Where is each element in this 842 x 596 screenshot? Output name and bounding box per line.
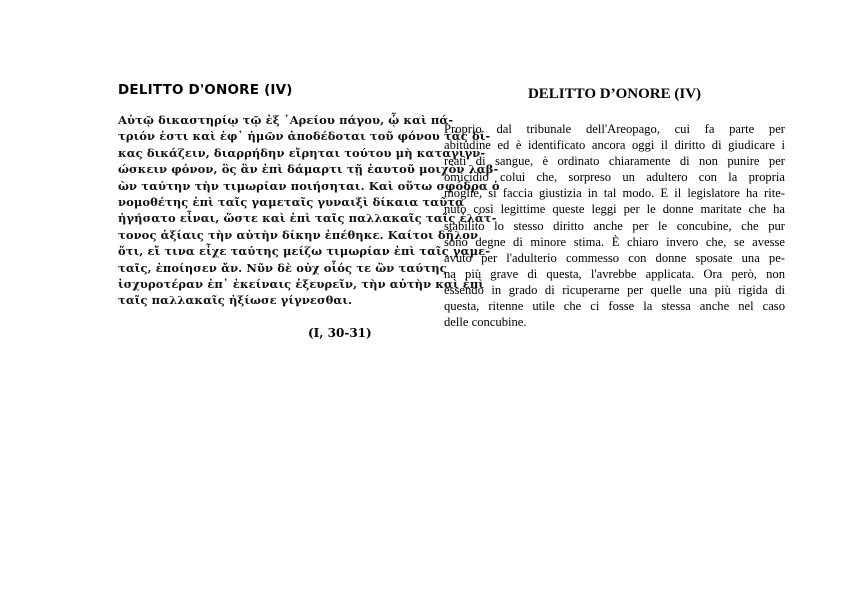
translation-text-line: avuto per l'adulterio commesso con donne sposate una pe-: [444, 250, 785, 265]
greek-text-line: ὅτι, εἴ τινα εἶχε ταύτης μείζω τιμωρίαν ἐπὶ ταῖς γαμε-: [118, 244, 491, 259]
greek-text-line: ταῖς, ἐποίησεν ἄν. Νῦν δὲ οὐχ οἷός τε ὢν ταύτης: [118, 260, 447, 275]
translation-text-line: abitudine ed è identificato ancora oggi il diritto di giudicare i: [444, 138, 785, 153]
translation-text-line: nuto così legittime queste leggi per le donne maritate che ha: [444, 202, 785, 217]
greek-text-line: ταῖς παλλακαῖς ἠξίωσε γίγνεσθαι.: [118, 293, 353, 308]
translation-text-line: essendo in grado di ricuperarne per quelle una più rigida di: [444, 282, 785, 297]
translation-text-line: sono degne di minore stima. È chiaro invero che, se avesse: [444, 234, 785, 249]
greek-text-line: ἰσχυροτέραν ἐπ᾿ ἐκείναις ἐξευρεῖν, τὴν αὐτὴν καὶ ἐπὶ: [118, 277, 485, 292]
translation-title: DELITTO D’ONORE (IV): [527, 86, 702, 102]
greek-title: DELITTO D'ONORE (IV): [118, 82, 293, 98]
greek-text-block: [118, 112, 500, 309]
greek-text-line: κας δικάζειν, διαρρήδην εἴρηται τούτου μὴ καταγιγν-: [118, 145, 486, 160]
greek-text-line: ἡγήσατο εἶναι, ὥστε καὶ ἐπὶ ταῖς παλλακαῖς ταῖς ἐλάτ-: [118, 211, 497, 226]
source-reference: (I, 30-31): [308, 326, 372, 340]
italian-translation-column: [444, 86, 785, 330]
translation-text-line: na più grave di questa, l'avrebbe applicata. Ora però, non: [444, 266, 785, 281]
greek-text-line: τριόν ἐστι καὶ ἐφ᾿ ἡμῶν ἀποδέδοται τοῦ φόνου τὰς δί-: [118, 129, 491, 144]
greek-text-line: τονος ἀξίαις τὴν αὐτὴν δίκην ἐπέθηκε. Καίτοι δῆλον: [118, 227, 479, 242]
greek-text-line: νομοθέτης ἐπὶ ταῖς γαμεταῖς γυναιξὶ δίκαια ταῦτα: [118, 195, 465, 210]
translation-text-line: Proprio dal tribunale dell'Areopago, cui fa parte per: [444, 122, 785, 136]
greek-text-line: ὼν ταύτην τὴν τιμωρίαν ποιήσηται. Καὶ οὕτω σφόδρα ὁ: [118, 178, 500, 193]
greek-text-line: ώσκειν φόνον, ὃς ἂν ἐπὶ δάμαρτι τῇ ἑαυτοῦ μοιχὸν λαβ-: [118, 162, 499, 177]
translation-text-line: omicidio colui che, sorpreso un adultero con la propria: [444, 170, 785, 185]
translation-text-line: delle concubine.: [444, 315, 527, 330]
translation-text-block: [444, 121, 785, 330]
translation-text-line: questa, ritenne utile che ci fosse la stessa anche nel caso: [444, 299, 785, 314]
translation-text-line: stabilito lo stesso diritto anche per le concubine, che pur: [444, 218, 785, 233]
translation-text-line: reati di sangue, è ordinato chiaramente di non punire per: [444, 154, 785, 169]
translation-text-line: moglie, si faccia giustizia in tal modo. E il legislatore ha rite-: [444, 186, 785, 201]
greek-text-line: Αὐτῷ δικαστηρίῳ τῷ ἐξ ᾿Αρείου πάγου, ᾧ καὶ πά-: [118, 113, 454, 127]
